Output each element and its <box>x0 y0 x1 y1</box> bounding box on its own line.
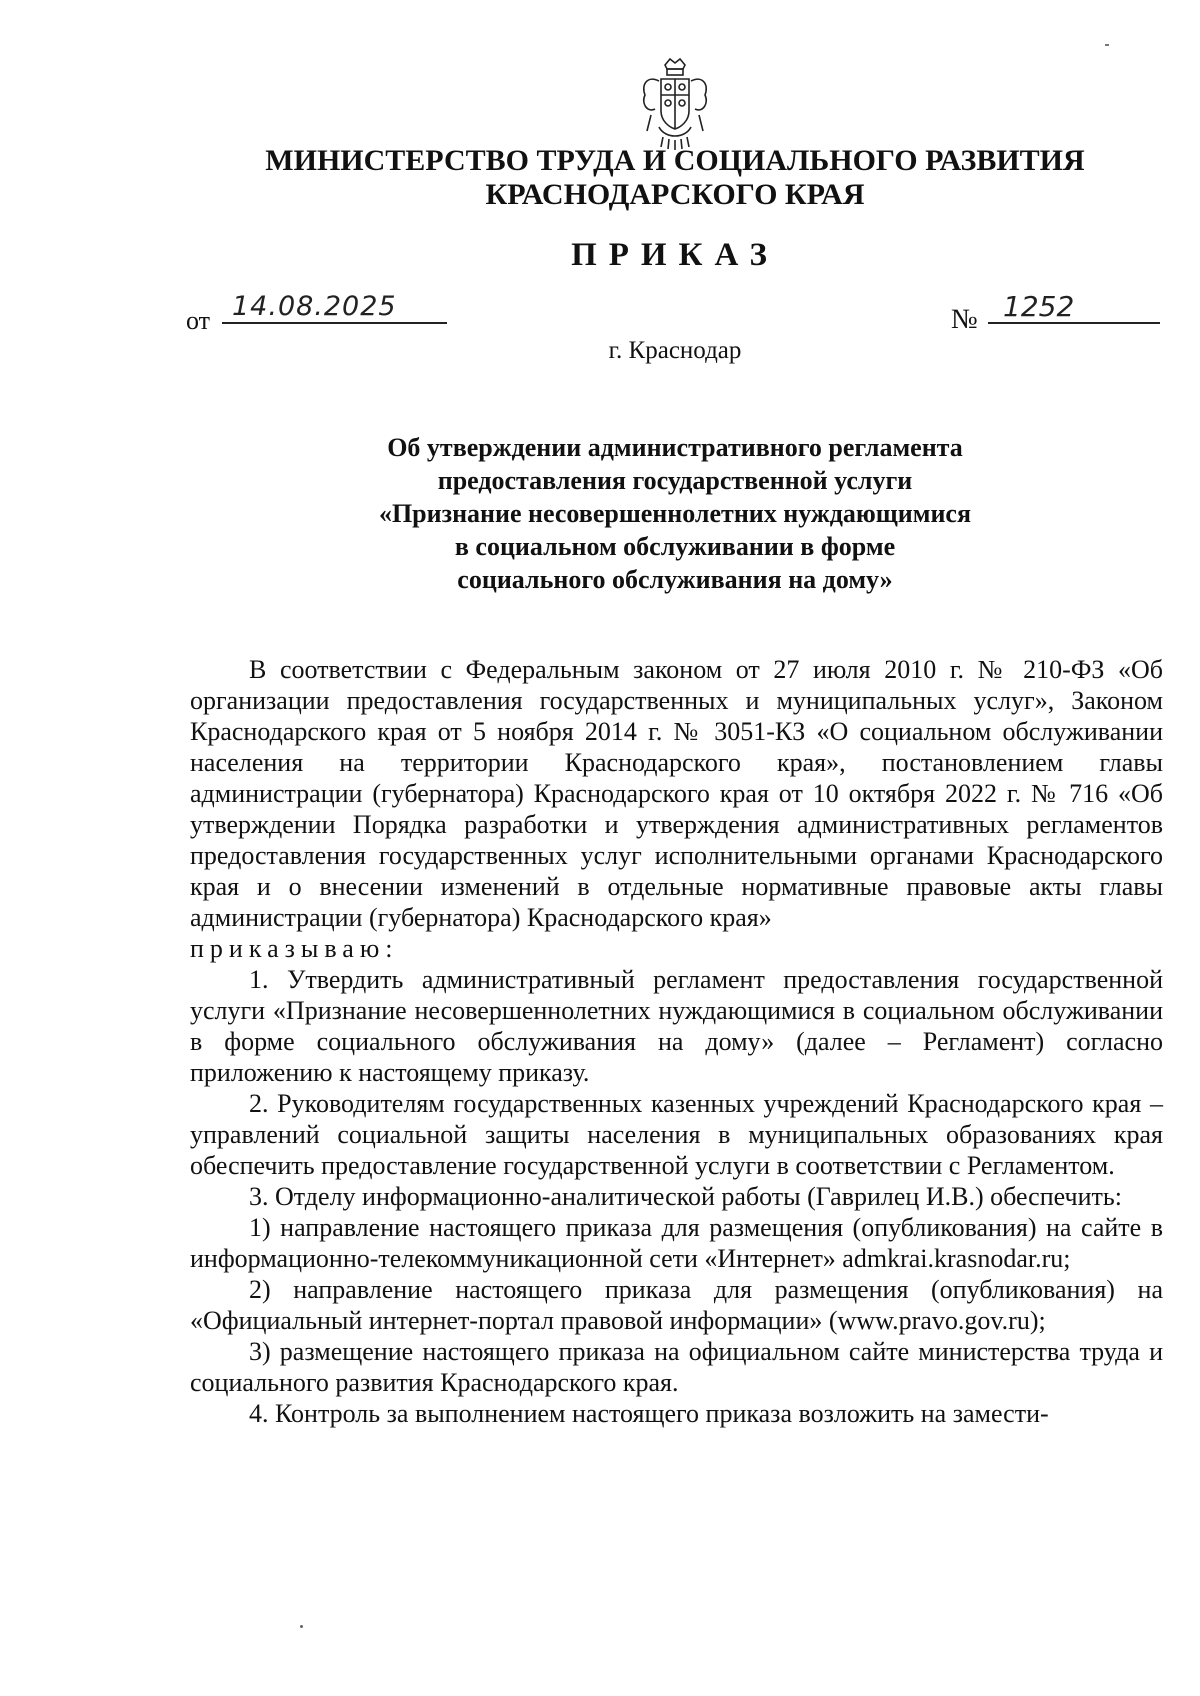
title-line-4: в социальном обслуживании в форме <box>454 532 896 561</box>
item-3-1: 1) направление настоящего приказа для размещения (опубликования) на сайте в информационно-телекоммуникационной сети «Интернет» admkrai.krasnodar.ru; <box>190 1213 1163 1273</box>
order-word <box>190 933 1163 964</box>
title-line-3: «Признание несовершеннолетних нуждающимися <box>378 499 972 528</box>
item-2: 2. Руководителям государственных казенных учреждений Краснодарского края – управлений социальной защиты населения в муниципальных образованиях края обеспечить предоставление государственной услуги в соответствии с Регламентом. <box>190 1089 1163 1180</box>
ministry-line-1: МИНИСТЕРСТВО ТРУДА И СОЦИАЛЬНОГО РАЗВИТИЯ <box>265 144 1085 177</box>
item-3-2: 2) направление настоящего приказа для размещения (опубликования) на «Официальный интернет-портал правовой информации» (www.pravo.gov.ru); <box>190 1275 1163 1335</box>
coat-of-arms-icon <box>637 55 713 151</box>
scan-mark <box>1105 44 1109 46</box>
scan-dot <box>300 1625 303 1628</box>
title-line-5: социального обслуживания на дому» <box>457 565 893 594</box>
number-value: 1252 <box>1003 290 1075 323</box>
number-label: № <box>951 304 978 335</box>
item-1: 1. Утвердить административный регламент предоставления государственной услуги «Признание несовершеннолетних нуждающимися в социальном обслуживании в форме социального обслуживания на дому» (далее – Регламент) согласно приложению к настоящему приказу. <box>190 965 1163 1087</box>
item-3-3: 3) размещение настоящего приказа на официальном сайте министерства труда и социального развития Краснодарского края. <box>190 1337 1163 1397</box>
title-line-1: Об утверждении административного регламента <box>387 433 963 462</box>
item-3: 3. Отделу информационно-аналитической работы (Гаврилец И.В.) обеспечить: <box>249 1182 1122 1211</box>
date-label: от <box>186 306 211 335</box>
document-title <box>0 431 1200 596</box>
document-type: ПРИКАЗ <box>571 237 779 273</box>
item-4: 4. Контроль за выполнением настоящего приказа возложить на замести- <box>249 1399 1049 1428</box>
preamble: В соответствии с Федеральным законом от 27 июля 2010 г. № 210-ФЗ «Об организации предоставления государственных и муниципальных услуг», Законом Краснодарского края от 5 ноября 2014 г. № 3051-КЗ «О социальном обслуживании населения на территории Краснодарского края», постановлением главы администрации (губернатора) Краснодарского края от 10 октября 2022 г. № 716 «Об утверждении Порядка разработки и утверждения административных регламентов предоставления государственных услуг исполнительными органами Краснодарского края и о внесении изменений в отдельные нормативные правовые акты главы администрации (губернатора) Краснодарского края» <box>190 655 1163 932</box>
ministry-line-2: КРАСНОДАРСКОГО КРАЯ <box>485 178 865 211</box>
date-value: 14.08.2025 <box>232 291 397 322</box>
city: г. Краснодар <box>608 337 742 364</box>
ministry-name <box>0 144 1200 212</box>
order-word-text: приказываю: <box>190 934 399 963</box>
document-body <box>190 654 1163 1429</box>
title-line-2: предоставления государственной услуги <box>437 466 913 495</box>
